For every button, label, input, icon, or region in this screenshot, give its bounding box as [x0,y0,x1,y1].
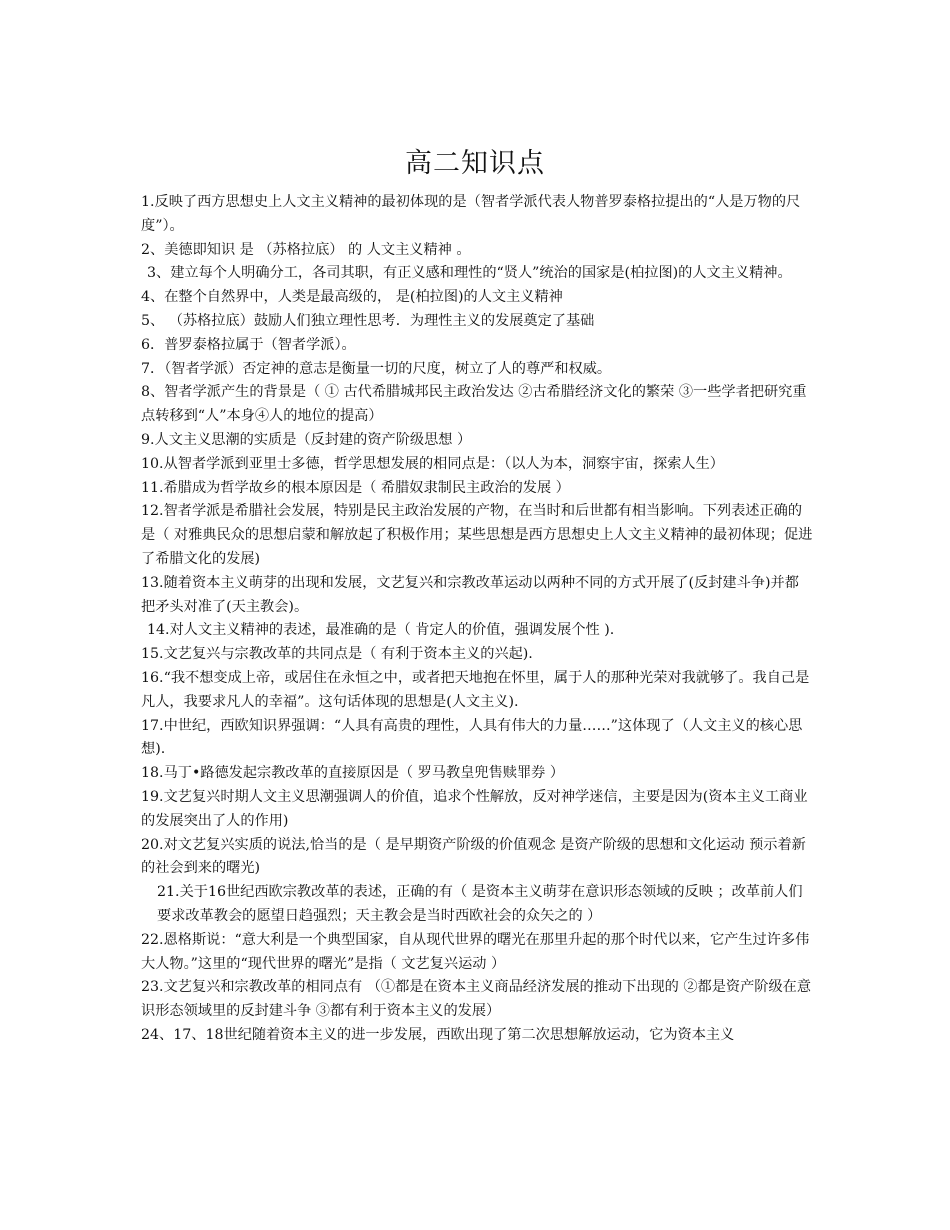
paragraph-11: 11.希腊成为哲学故乡的根本原因是（ 希腊奴隶制民主政治的发展 ） [141,479,570,496]
paragraph-20: 20.对文艺复兴实质的说法,恰当的是（ 是早期资产阶级的价值观念 是资产阶级的思想和文化运动 预示着新的社会到来的曙光) [141,836,806,877]
paragraph-6: 6．普罗泰格拉属于（智者学派）。 [141,336,356,353]
paragraph-19: 19.文艺复兴时期人文主义思潮强调人的价值，追求个性解放，反对神学迷信，主要是因为(资本主义工商业的发展突出了人的作用) [141,788,808,829]
paragraph-3: 3、建立每个人明确分工，各司其职，有正义感和理性的“贤人”统治的国家是(柏拉图)的人文主义精神。 [147,265,792,282]
document-title: 高二知识点 [405,148,545,179]
paragraph-23: 23.文艺复兴和宗教改革的相同点有 （①都是在资本主义商品经济发展的推动下出现的 ②都是资产阶级在意识形态领域里的反封建斗争 ③都有利于资本主义的发展） [141,979,812,1020]
paragraph-24: 24、17、18世纪随着资本主义的进一步发展，西欧出现了第二次思想解放运动，它为资本主义 [141,1026,735,1043]
paragraph-18: 18.马丁•路德发起宗教改革的直接原因是（ 罗马教皇兜售赎罪券 ） [141,765,565,782]
paragraph-22: 22.恩格斯说：“意大利是一个典型国家，自从现代世界的曙光在那里升起的那个时代以来，它产生过许多伟大人物。”这里的“现代世界的曙光”是指（ 文艺复兴运动 ） [141,931,810,972]
paragraph-5: 5、 （苏格拉底）鼓励人们独立理性思考．为理性主义的发展奠定了基础 [141,312,595,329]
paragraph-4: 4、在整个自然界中，人类是最高级的， 是(柏拉图)的人文主义精神 [141,289,563,306]
paragraph-2: 2、美德即知识 是 （苏格拉底） 的 人文主义精神 。 [141,241,471,258]
paragraph-14: 14.对人文主义精神的表述，最准确的是（ 肯定人的价值，强调发展个性 ). [147,622,615,639]
paragraph-10: 10.从智者学派到亚里士多德，哲学思想发展的相同点是：（以人为本，洞察宇宙，探索人生） [141,455,724,472]
paragraph-7: 7．（智者学派）否定神的意志是衡量一切的尺度，树立了人的尊严和权威。 [141,360,612,377]
document-body [141,191,813,1048]
paragraph-21: 21.关于16世纪西欧宗教改革的表述，正确的有（ 是资本主义萌芽在意识形态领域的反映 ；改革前人们要求改革教会的愿望日趋强烈；天主教会是当时西欧社会的众矢之的 ） [157,884,803,924]
paragraph-16: 16.“我不想变成上帝，或居住在永恒之中，或者把天地抱在怀里，属于人的那种光荣对我就够了。我自己是凡人，我要求凡人的幸福”。这句话体现的思想是(人文主义). [141,669,810,710]
paragraph-15: 15.文艺复兴与宗教改革的共同点是（ 有利于资本主义的兴起). [141,646,533,663]
paragraph-17: 17.中世纪，西欧知识界强调：“人具有高贵的理性，人具有伟大的力量……”这体现了（人文主义的核心思想). [141,717,803,758]
paragraph-9: 9.人文主义思潮的实质是（反封建的资产阶级思想 ） [141,431,472,448]
paragraph-8: 8、智者学派产生的背景是（ ① 古代希腊城邦民主政治发达 ②古希腊经济文化的繁荣 ③一些学者把研究重点转移到“人”本身④人的地位的提高） [141,384,807,425]
paragraph-12: 12.智者学派是希腊社会发展，特别是民主政治发展的产物，在当时和后世都有相当影响。下列表述正确的是（ 对雅典民众的思想启蒙和解放起了积极作用；某些思想是西方思想史上人文主义精神的最初体现；促进了希腊文化的发展) [141,503,813,567]
paragraph-13: 13.随着资本主义萌芽的出现和发展，文艺复兴和宗教改革运动以两种不同的方式开展了(反封建斗争)并都把矛头对准了(天主教会)。 [141,574,799,615]
paragraph-1: 1.反映了西方思想史上人文主义精神的最初体现的是（智者学派代表人物普罗泰格拉提出的“人是万物的尺度”）。 [141,194,801,234]
